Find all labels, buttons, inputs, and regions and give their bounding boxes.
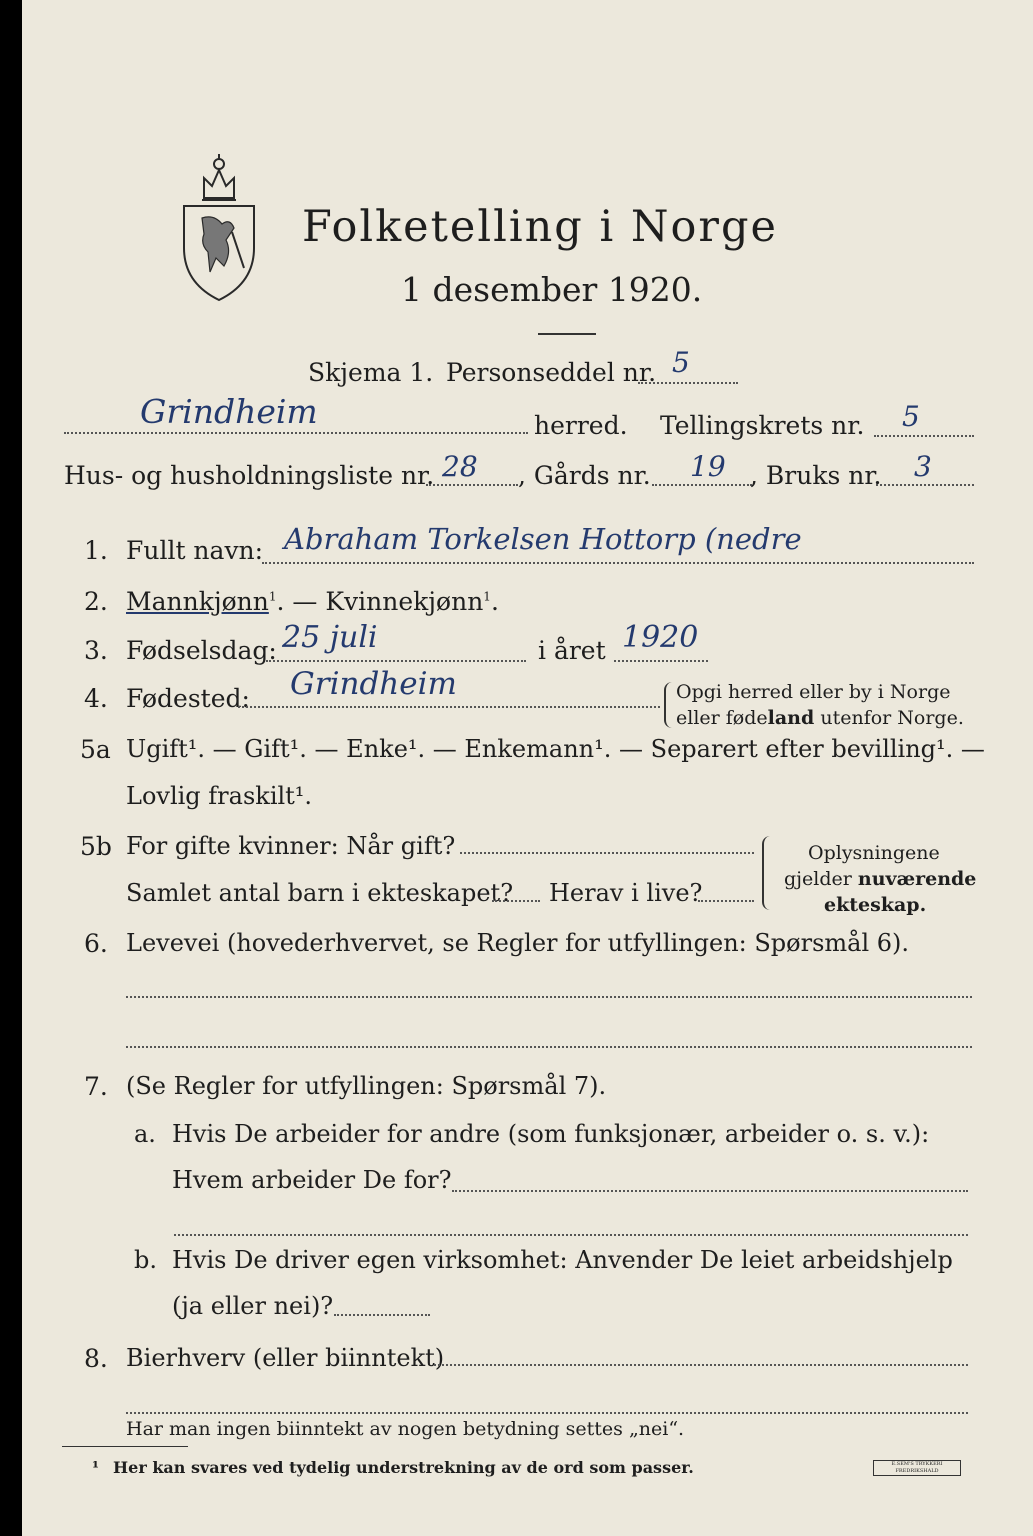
gards-label: , Gårds nr. xyxy=(518,461,651,490)
bruks-line xyxy=(876,484,974,486)
gards-value[interactable]: 19 xyxy=(690,450,726,483)
tellingskrets-label: Tellingskrets nr. xyxy=(660,411,865,440)
q4-number: 4. xyxy=(84,684,108,713)
q7b-line1: Hvis De driver egen virksomhet: Anvender De leiet arbeidshjelp xyxy=(172,1246,953,1274)
q3-number: 3. xyxy=(84,636,108,665)
herred-line xyxy=(64,432,528,434)
male-option[interactable]: Mannkjønn xyxy=(126,587,269,616)
q4-note-line1: Opgi herred eller by i Norge xyxy=(676,681,951,703)
year-line xyxy=(614,660,708,662)
personseddel-label: Personseddel nr. xyxy=(446,358,657,387)
q5b-living-line xyxy=(698,900,754,902)
q4-line xyxy=(238,706,660,708)
herred-label: herred. xyxy=(534,411,628,440)
hus-value[interactable]: 28 xyxy=(442,450,478,483)
q7-label: (Se Regler for utfyllingen: Spørsmål 7). xyxy=(126,1072,607,1100)
q6-line2 xyxy=(126,1046,972,1048)
q8-line2 xyxy=(126,1412,968,1414)
q5b-line1: For gifte kvinner: Når gift? xyxy=(126,832,456,860)
footnote: ¹ Her kan svares ved tydelig understrekning av de ord som passer. xyxy=(92,1458,694,1477)
q6-label: Levevei (hovederhvervet, se Regler for utfyllingen: Spørsmål 6). xyxy=(126,929,910,957)
q4-note-line2: eller fødeland utenfor Norge. xyxy=(676,707,964,729)
q6-number: 6. xyxy=(84,929,108,958)
bruks-label: , Bruks nr. xyxy=(750,461,882,490)
q5b-herav-label: Herav i live? xyxy=(549,879,703,907)
census-form-sheet xyxy=(22,0,1033,1536)
bruks-value[interactable]: 3 xyxy=(914,450,932,483)
q5a-options-line1[interactable]: Ugift¹. — Gift¹. — Enke¹. — Enkemann¹. — Separert efter bevilling¹. — xyxy=(126,735,985,763)
herred-value[interactable]: Grindheim xyxy=(140,392,318,431)
q5b-line2: Samlet antal barn i ekteskapet? xyxy=(126,879,514,907)
form-title: Folketelling i Norge xyxy=(302,202,778,252)
q5b-number: 5b xyxy=(80,832,112,861)
q5b-children-line xyxy=(492,900,540,902)
biinntekt-note: Har man ingen biinntekt av nogen betydning settes „nei“. xyxy=(126,1418,685,1440)
tellingskrets-value[interactable]: 5 xyxy=(902,400,920,433)
q5b-brace xyxy=(762,836,770,910)
year-label: i året xyxy=(538,636,606,665)
q2-options: Mannkjønn$^1$. — Kvinnekjønn$^1$. xyxy=(126,587,499,616)
q5b-married-line xyxy=(460,852,754,854)
q7b-line2: (ja eller nei)? xyxy=(172,1292,334,1320)
tellingskrets-line xyxy=(874,435,974,437)
q5a-options-line2[interactable]: Lovlig fraskilt¹. xyxy=(126,782,313,810)
q6-line1 xyxy=(126,996,972,998)
gards-line xyxy=(652,484,752,486)
q7a-line2: Hvem arbeider De for? xyxy=(172,1166,452,1194)
q7a-line1: Hvis De arbeider for andre (som funksjonær, arbeider o. s. v.): xyxy=(172,1120,930,1148)
q5b-note-line3: ekteskap. xyxy=(824,894,927,916)
q1-number: 1. xyxy=(84,536,108,565)
birthplace-value[interactable]: Grindheim xyxy=(290,666,457,702)
printer-stamp: E.SEM'S TRYKKERI FREDRIKSHALD xyxy=(873,1460,961,1476)
hus-label: Hus- og husholdningsliste nr. xyxy=(64,461,435,490)
schema-label: Skjema 1. xyxy=(308,358,434,387)
q1-line xyxy=(262,562,974,564)
year-value[interactable]: 1920 xyxy=(622,620,699,655)
q5b-note-line2: gjelder nuværende xyxy=(784,868,977,890)
full-name-value[interactable]: Abraham Torkelsen Hottorp (nedre xyxy=(284,522,802,556)
q3-line xyxy=(266,660,526,662)
form-date: 1 desember 1920. xyxy=(401,270,703,309)
q7b-answer-line xyxy=(334,1314,430,1316)
q4-brace xyxy=(664,682,672,728)
female-option[interactable]: Kvinnekjønn xyxy=(325,587,484,616)
footnote-divider xyxy=(62,1446,188,1447)
q1-label: Fullt navn: xyxy=(126,536,264,565)
personseddel-value[interactable]: 5 xyxy=(672,346,690,379)
personseddel-line xyxy=(638,382,738,384)
q2-number: 2. xyxy=(84,587,108,616)
q7b-number: b. xyxy=(134,1246,157,1274)
q4-label: Fødested: xyxy=(126,684,250,713)
q7a-employer-line xyxy=(452,1190,968,1192)
q8-number: 8. xyxy=(84,1344,108,1373)
q7a-number: a. xyxy=(134,1120,156,1148)
norwegian-coat-of-arms-icon xyxy=(174,148,264,304)
q8-label: Bierhverv (eller biinntekt) xyxy=(126,1344,445,1372)
q3-label: Fødselsdag: xyxy=(126,636,277,665)
q7a-extra-line xyxy=(174,1234,968,1236)
hus-line xyxy=(426,484,518,486)
q7-number: 7. xyxy=(84,1072,108,1101)
birthday-value[interactable]: 25 juli xyxy=(282,620,378,655)
title-divider xyxy=(538,333,596,335)
q5b-note-line1: Oplysningene xyxy=(808,842,940,864)
q5a-number: 5a xyxy=(80,735,111,764)
q8-line1 xyxy=(434,1364,968,1366)
